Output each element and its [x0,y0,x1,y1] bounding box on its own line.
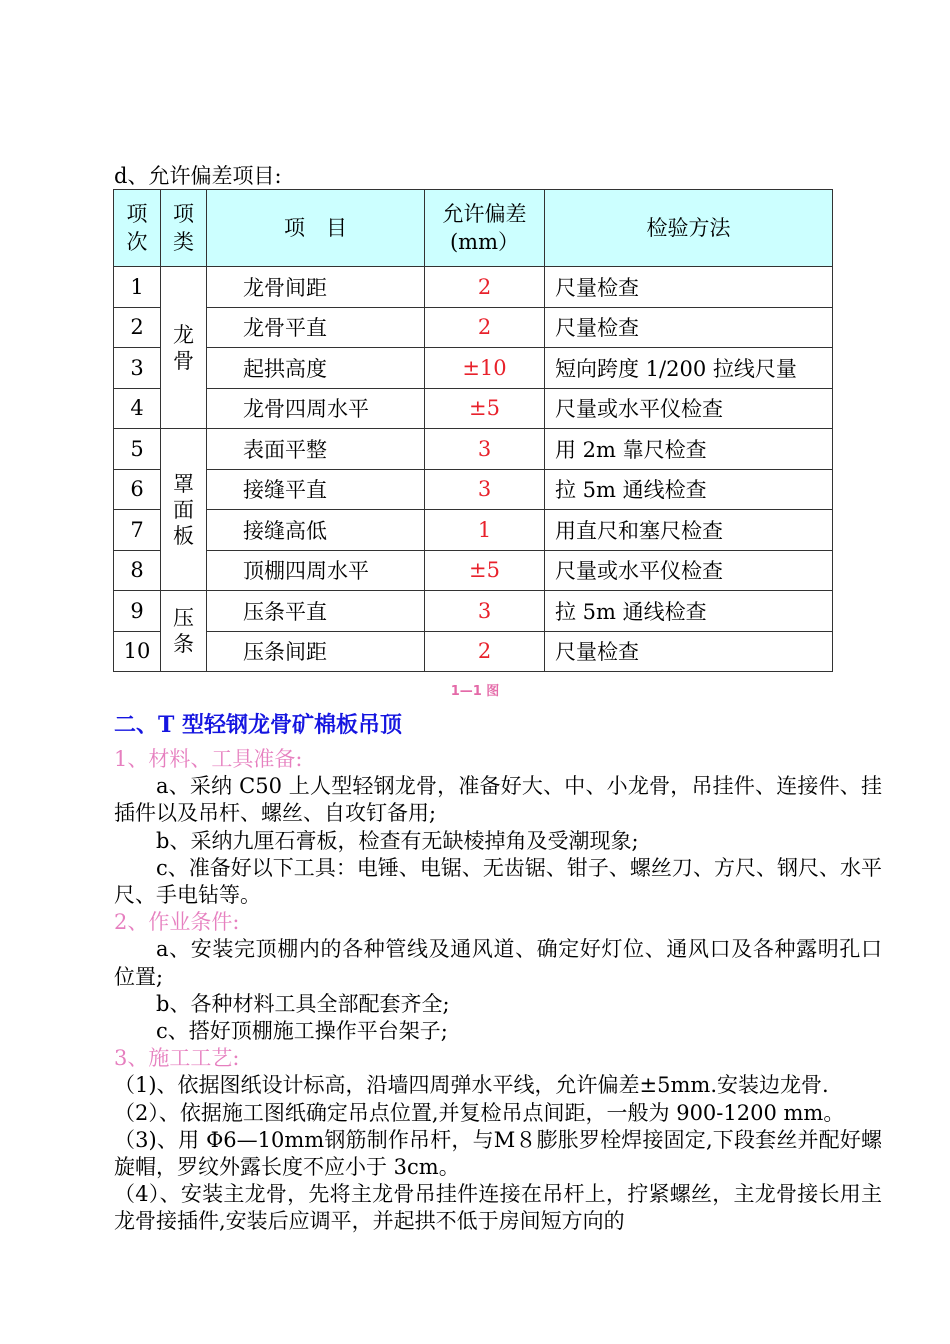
cell-item: 压条间距 [207,631,425,672]
cell-method: 尺量检查 [545,307,833,348]
paragraph: c、准备好以下工具：电锤、电锯、无齿锯、钳子、螺丝刀、方尺、钢尺、水平尺、手电钻等。 [114,855,882,908]
table-row [114,348,833,389]
header-item: 项 目 [207,190,425,267]
cell-tolerance: 2 [425,267,545,308]
paragraph: （2）、依据施工图纸确定吊点位置,并复检吊点间距，一般为 900-1200 mm。 [114,1100,845,1125]
paragraph: c、搭好顶棚施工操作平台架子; [156,1019,448,1044]
subheading: 1、材料、工具准备: [114,747,303,771]
cell-item: 表面平整 [207,429,425,470]
intro-line: d、允许偏差项目: [114,164,282,188]
paragraph: （1)、依据图纸设计标高，沿墙四周弹水平线，允许偏差±5mm.安装边龙骨. [114,1073,829,1098]
cell-tolerance: 2 [425,631,545,672]
table-header-row [114,190,833,267]
cell-method: 拉 5m 通线检查 [545,469,833,510]
cell-index: 1 [114,267,161,308]
cell-index: 7 [114,510,161,551]
table-row [114,631,833,672]
cell-method: 用 2m 靠尺检查 [545,429,833,470]
cell-category: 罩面板 [161,429,207,591]
cell-index: 8 [114,550,161,591]
cell-index: 5 [114,429,161,470]
tolerance-table [113,189,833,672]
header-tolerance: 允许偏差(mm） [425,190,545,267]
cell-item: 龙骨平直 [207,307,425,348]
paragraph: b、各种材料工具全部配套齐全; [156,991,450,1016]
cell-index: 6 [114,469,161,510]
cell-method: 短向跨度 1/200 拉线尺量 [545,348,833,389]
table-row [114,388,833,429]
cell-method: 尺量检查 [545,267,833,308]
header-category: 项类 [161,190,207,267]
cell-item: 顶棚四周水平 [207,550,425,591]
table-row [114,510,833,551]
cell-index: 4 [114,388,161,429]
cell-tolerance: 3 [425,469,545,510]
header-method: 检验方法 [545,190,833,267]
table-row [114,429,833,470]
cell-item: 起拱高度 [207,348,425,389]
cell-method: 拉 5m 通线检查 [545,591,833,632]
cell-tolerance: 2 [425,307,545,348]
table-row [114,267,833,308]
paragraph: （4）、安装主龙骨，先将主龙骨吊挂件连接在吊杆上，拧紧螺丝，主龙骨接长用主龙骨接插件,安装后应调平，并起拱不低于房间短方向的 [114,1182,882,1234]
cell-category: 压条 [161,591,207,672]
cell-tolerance: 1 [425,510,545,551]
header-index: 项次 [114,190,161,267]
table-row [114,307,833,348]
paragraph: a、采纳 C50 上人型轻钢龙骨，准备好大、中、小龙骨，吊挂件、连接件、挂插件以及吊杆、螺丝、自攻钉备用; [114,774,882,826]
subheading: 3、施工工艺: [114,1046,240,1071]
cell-method: 尺量或水平仪检查 [545,388,833,429]
cell-method: 用直尺和塞尺检查 [545,510,833,551]
table-row [114,591,833,632]
table-row [114,469,833,510]
cell-item: 接缝高低 [207,510,425,551]
cell-category: 龙骨 [161,267,207,429]
subheading: 2、作业条件: [114,910,240,935]
section-title: 二、T 型轻钢龙骨矿棉板吊顶 [114,712,403,738]
cell-index: 3 [114,348,161,389]
cell-index: 9 [114,591,161,632]
table-row [114,550,833,591]
figure-caption: 1—1 图 [450,684,500,699]
cell-tolerance: ±10 [425,348,545,389]
cell-item: 接缝平直 [207,469,425,510]
paragraph: b、采纳九厘石膏板，检查有无缺棱掉角及受潮现象; [156,828,639,853]
body-text [114,746,882,1236]
cell-item: 龙骨间距 [207,267,425,308]
cell-method: 尺量或水平仪检查 [545,550,833,591]
cell-item: 压条平直 [207,591,425,632]
paragraph: （3)、用 Φ6—10mm钢筋制作吊杆，与M８膨胀罗栓焊接固定,下段套丝并配好螺旋帽，罗纹外露长度不应小于 3cm。 [114,1127,882,1180]
cell-tolerance: ±5 [425,550,545,591]
cell-item: 龙骨四周水平 [207,388,425,429]
cell-index: 10 [114,631,161,672]
cell-index: 2 [114,307,161,348]
cell-tolerance: 3 [425,591,545,632]
cell-method: 尺量检查 [545,631,833,672]
cell-tolerance: 3 [425,429,545,470]
cell-tolerance: ±5 [425,388,545,429]
paragraph: a、安装完顶棚内的各种管线及通风道、确定好灯位、通风口及各种露明孔口位置; [114,937,882,989]
